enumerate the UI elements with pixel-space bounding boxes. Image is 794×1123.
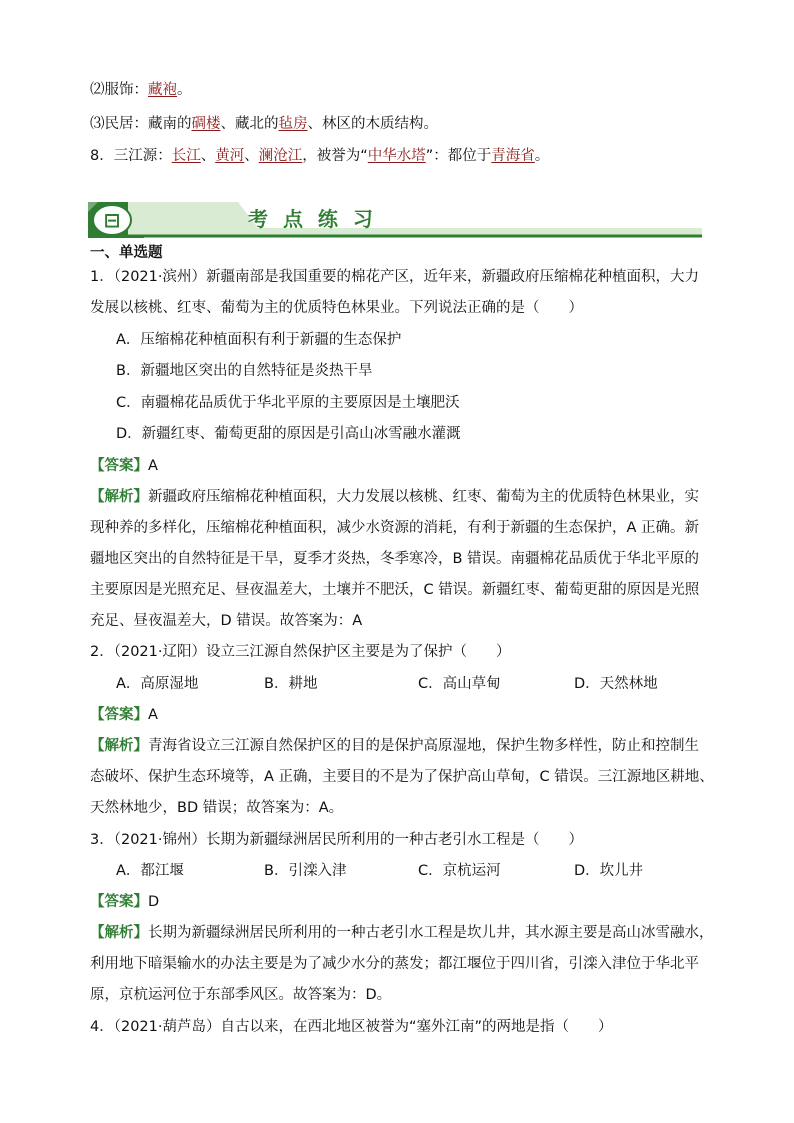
punct: 。 (177, 82, 192, 98)
q1-analysis-line-2: 现种养的多样化，压缩棉花种植面积，减少水资源的消耗，有利于新疆的生态保护，A 正确。新 (90, 520, 700, 536)
banner-title: 考 点 练 习 (248, 207, 377, 231)
dwelling-term-2: 毡房 (278, 116, 308, 132)
q1-stem-line-2: 发展以核桃、红枣、葡萄为主的优质特色林果业。下列说法正确的是（ ） (90, 300, 583, 316)
section-title: 一、单选题 (90, 245, 163, 261)
q2-stem: 2．（2021·辽阳）设立三江源自然保护区主要是为了保护（ ） (90, 644, 511, 660)
q1-answer (90, 456, 158, 476)
province-term: 青海省 (491, 148, 535, 164)
q2-analysis-line-1 (90, 736, 699, 756)
river-term-1: 长江 (171, 148, 201, 164)
intro-dwelling-line (90, 114, 438, 134)
text-fragment: ，被誉为“ (302, 148, 368, 164)
text-fragment: 、林区的木质结构。 (307, 116, 438, 132)
analysis-tag: 【解析】 (90, 925, 148, 941)
q3-option-b: B．引滦入津 (264, 863, 347, 879)
sanjiangyuan-label: 8．三江源： (90, 148, 172, 164)
analysis-tag: 【解析】 (90, 489, 148, 505)
text-fragment: ”：都位于 (425, 148, 492, 164)
q1-analysis-line-4: 主要原因是光照充足、昼夜温差大，土壤并不肥沃，C 错误。新疆红枣、葡萄更甜的原因是光照 (90, 582, 700, 598)
analysis-text: 新疆政府压缩棉花种植面积，大力发展以核桃、红枣、葡萄为主的优质特色林果业，实 (148, 489, 699, 505)
q2-option-a: A．高原湿地 (116, 676, 199, 692)
section-banner (88, 202, 702, 238)
q3-stem: 3．（2021·锦州）长期为新疆绿洲居民所利用的一种古老引水工程是（ ） (90, 832, 583, 848)
dwelling-term-1: 碉楼 (191, 116, 221, 132)
q3-option-a: A．都江堰 (116, 863, 184, 879)
nickname-term: 中华水塔 (367, 148, 426, 164)
answer-tag: 【答案】 (90, 894, 148, 910)
q3-option-c: C．京杭运河 (418, 863, 501, 879)
q2-option-d: D．天然林地 (574, 676, 658, 692)
analysis-text: 长期为新疆绿洲居民所利用的一种古老引水工程是坎儿井，其水源主要是高山冰雪融水， (148, 925, 714, 941)
q3-analysis-line-2: 利用地下暗渠输水的办法主要是为了减少水分的蒸发；都江堰位于四川省，引滦入津位于华北平 (90, 956, 699, 972)
banner-shape (88, 202, 702, 238)
q1-option-d: D．新疆红枣、葡萄更甜的原因是引高山冰雪融水灌溉 (116, 426, 461, 442)
river-term-3: 澜沧江 (258, 148, 303, 164)
q1-analysis-line-3: 疆地区突出的自然特征是干旱，夏季才炎热，冬季寒冷，B 错误。南疆棉花品质优于华北平原的 (90, 551, 700, 567)
text-fragment: 、藏北的 (220, 116, 279, 132)
q1-stem-line-1: 1．（2021·滨州）新疆南部是我国重要的棉花产区，近年来，新疆政府压缩棉花种植面积，大力 (90, 269, 699, 285)
q2-analysis-line-2: 态破坏、保护生态环境等，A 正确，主要目的不是为了保护高山草甸，C 错误。三江源地区耕地、 (90, 769, 714, 785)
answer-value: D (148, 894, 160, 910)
answer-value: A (148, 458, 158, 474)
q2-analysis-line-3: 天然林地少，BD 错误；故答案为：A。 (90, 800, 344, 816)
banner-number-icon: ⊟ (103, 208, 121, 232)
answer-value: A (148, 707, 158, 723)
q2-option-c: C．高山草甸 (418, 676, 501, 692)
q2-option-b: B．耕地 (264, 676, 318, 692)
q3-analysis-line-1 (90, 923, 714, 943)
analysis-tag: 【解析】 (90, 738, 148, 754)
q4-stem: 4．（2021·葫芦岛）自古以来，在西北地区被誉为“塞外江南”的两地是指（ ） (90, 1019, 613, 1035)
q2-answer (90, 705, 158, 725)
q3-answer (90, 892, 159, 912)
dwelling-label: ⑶民居：藏南的 (90, 116, 192, 132)
q3-option-d: D．坎儿井 (574, 863, 644, 879)
q1-option-b: B．新疆地区突出的自然特征是炎热干旱 (116, 363, 373, 379)
intro-sanjiangyuan-line (90, 146, 549, 166)
answer-tag: 【答案】 (90, 458, 148, 474)
punct: 。 (534, 148, 550, 164)
q1-analysis-line-1 (90, 487, 699, 507)
river-term-2: 黄河 (215, 148, 245, 164)
intro-clothing-line (90, 80, 192, 100)
punct: 、 (200, 148, 216, 164)
q1-option-a: A．压缩棉花种植面积有利于新疆的生态保护 (116, 332, 402, 348)
punct: 、 (244, 148, 259, 164)
clothing-label: ⑵服饰： (90, 82, 148, 98)
q3-analysis-line-3: 原，京杭运河位于东部季风区。故答案为：D。 (90, 987, 392, 1003)
clothing-term: 藏袍 (148, 82, 177, 98)
answer-tag: 【答案】 (90, 707, 148, 723)
analysis-text: 青海省设立三江源自然保护区的目的是保护高原湿地，保护生物多样性，防止和控制生 (148, 738, 699, 754)
q1-analysis-line-5: 充足、昼夜温差大，D 错误。故答案为：A (90, 613, 363, 629)
q1-option-c: C．南疆棉花品质优于华北平原的主要原因是土壤肥沃 (116, 395, 460, 411)
